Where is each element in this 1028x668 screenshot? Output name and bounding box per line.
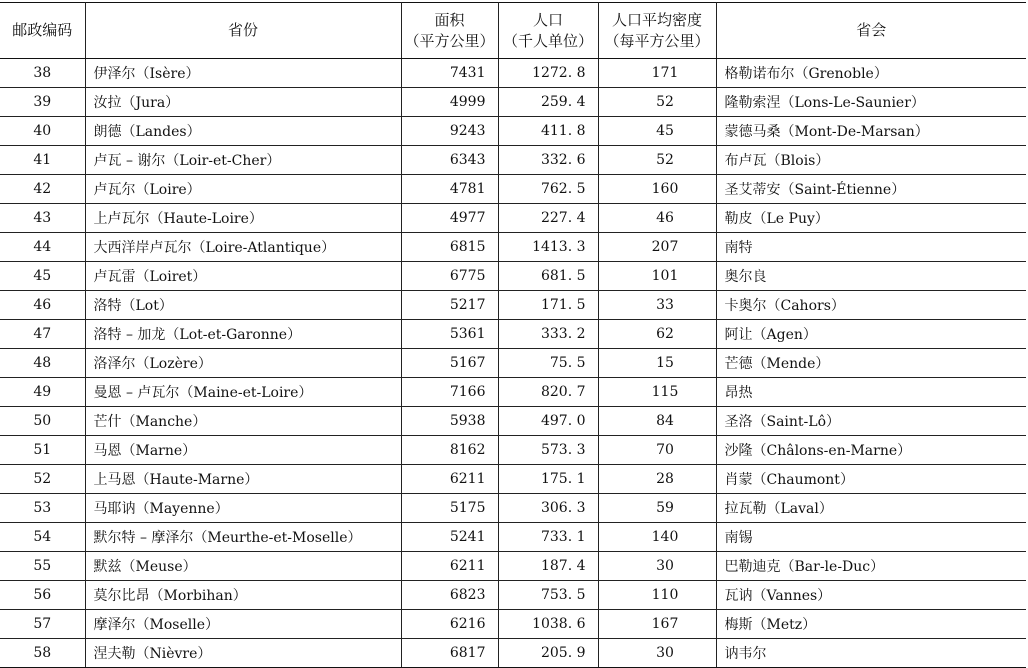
cell-population: 1272. 8 (498, 59, 598, 88)
cell-province: 上卢瓦尔（Haute-Loire） (85, 204, 401, 233)
cell-province: 卢瓦尔（Loire） (85, 175, 401, 204)
cell-capital: 阿让（Agen） (716, 320, 1026, 349)
table-row (0, 436, 1026, 465)
cell-population: 1038. 6 (498, 610, 598, 639)
cell-province: 摩泽尔（Moselle） (85, 610, 401, 639)
cell-code: 57 (0, 610, 85, 639)
cell-capital: 蒙德马桑（Mont-De-Marsan） (716, 117, 1026, 146)
header-capital (716, 3, 1026, 59)
cell-area: 6823 (401, 581, 498, 610)
cell-code: 58 (0, 639, 85, 668)
cell-density: 101 (598, 262, 716, 291)
cell-density: 28 (598, 465, 716, 494)
cell-density: 62 (598, 320, 716, 349)
cell-density: 52 (598, 88, 716, 117)
header-code (0, 3, 85, 59)
cell-density: 46 (598, 204, 716, 233)
cell-province: 卢瓦雷（Loiret） (85, 262, 401, 291)
cell-province: 上马恩（Haute-Marne） (85, 465, 401, 494)
cell-density: 84 (598, 407, 716, 436)
cell-capital: 奥尔良 (716, 262, 1026, 291)
cell-area: 6815 (401, 233, 498, 262)
cell-province: 卢瓦 – 谢尔（Loir-et-Cher） (85, 146, 401, 175)
table-header (0, 3, 1026, 59)
cell-capital: 圣洛（Saint-Lô） (716, 407, 1026, 436)
cell-area: 5241 (401, 523, 498, 552)
table-row (0, 349, 1026, 378)
cell-area: 6216 (401, 610, 498, 639)
cell-province: 曼恩 – 卢瓦尔（Maine-et-Loire） (85, 378, 401, 407)
table-row (0, 494, 1026, 523)
cell-capital: 格勒诺布尔（Grenoble） (716, 59, 1026, 88)
cell-population: 187. 4 (498, 552, 598, 581)
cell-code: 39 (0, 88, 85, 117)
cell-area: 6211 (401, 552, 498, 581)
cell-population: 175. 1 (498, 465, 598, 494)
cell-density: 52 (598, 146, 716, 175)
cell-province: 芒什（Manche） (85, 407, 401, 436)
table-row (0, 59, 1026, 88)
header-density-line1: 人口平均密度 (611, 10, 702, 29)
table-row (0, 465, 1026, 494)
cell-population: 573. 3 (498, 436, 598, 465)
table-row (0, 233, 1026, 262)
cell-population: 1413. 3 (498, 233, 598, 262)
cell-code: 55 (0, 552, 85, 581)
cell-density: 45 (598, 117, 716, 146)
cell-code: 47 (0, 320, 85, 349)
cell-capital: 隆勒索涅（Lons-Le-Saunier） (716, 88, 1026, 117)
cell-code: 50 (0, 407, 85, 436)
cell-province: 默尔特 – 摩泽尔（Meurthe-et-Moselle） (85, 523, 401, 552)
cell-code: 56 (0, 581, 85, 610)
table-row (0, 523, 1026, 552)
cell-density: 15 (598, 349, 716, 378)
cell-population: 753. 5 (498, 581, 598, 610)
cell-code: 42 (0, 175, 85, 204)
cell-capital: 芒德（Mende） (716, 349, 1026, 378)
cell-population: 306. 3 (498, 494, 598, 523)
cell-population: 75. 5 (498, 349, 598, 378)
cell-capital: 梅斯（Metz） (716, 610, 1026, 639)
cell-density: 59 (598, 494, 716, 523)
cell-area: 7431 (401, 59, 498, 88)
cell-density: 33 (598, 291, 716, 320)
header-area-line1: 面积 (434, 10, 465, 29)
cell-code: 45 (0, 262, 85, 291)
cell-area: 8162 (401, 436, 498, 465)
cell-density: 115 (598, 378, 716, 407)
cell-province: 洛特（Lot） (85, 291, 401, 320)
cell-population: 497. 0 (498, 407, 598, 436)
cell-area: 4977 (401, 204, 498, 233)
cell-province: 马恩（Marne） (85, 436, 401, 465)
cell-population: 820. 7 (498, 378, 598, 407)
cell-population: 411. 8 (498, 117, 598, 146)
cell-code: 52 (0, 465, 85, 494)
cell-density: 207 (598, 233, 716, 262)
header-province (85, 3, 401, 59)
cell-area: 6775 (401, 262, 498, 291)
cell-area: 4781 (401, 175, 498, 204)
cell-population: 332. 6 (498, 146, 598, 175)
header-capital-label: 省会 (856, 21, 887, 39)
table-row (0, 552, 1026, 581)
cell-area: 9243 (401, 117, 498, 146)
cell-province: 汝拉（Jura） (85, 88, 401, 117)
table-row (0, 378, 1026, 407)
cell-area: 7166 (401, 378, 498, 407)
cell-density: 70 (598, 436, 716, 465)
table-body (0, 59, 1026, 668)
cell-density: 140 (598, 523, 716, 552)
cell-population: 205. 9 (498, 639, 598, 668)
header-area-line2: （平方公里） (404, 31, 495, 50)
cell-population: 762. 5 (498, 175, 598, 204)
cell-area: 5217 (401, 291, 498, 320)
header-area (401, 3, 498, 59)
header-population (498, 3, 598, 59)
cell-area: 5175 (401, 494, 498, 523)
table-row (0, 88, 1026, 117)
cell-province: 大西洋岸卢瓦尔（Loire-Atlantique） (85, 233, 401, 262)
cell-province: 涅夫勒（Nièvre） (85, 639, 401, 668)
cell-density: 167 (598, 610, 716, 639)
table-row (0, 407, 1026, 436)
cell-capital: 布卢瓦（Blois） (716, 146, 1026, 175)
cell-code: 41 (0, 146, 85, 175)
cell-density: 160 (598, 175, 716, 204)
header-province-label: 省份 (227, 21, 258, 39)
table-row (0, 146, 1026, 175)
cell-capital: 拉瓦勒（Laval） (716, 494, 1026, 523)
cell-code: 51 (0, 436, 85, 465)
cell-province: 洛特 – 加龙（Lot-et-Garonne） (85, 320, 401, 349)
cell-capital: 瓦讷（Vannes） (716, 581, 1026, 610)
header-density (598, 3, 716, 59)
cell-province: 朗德（Landes） (85, 117, 401, 146)
table-row (0, 117, 1026, 146)
cell-code: 53 (0, 494, 85, 523)
cell-density: 30 (598, 552, 716, 581)
cell-capital: 南锡 (716, 523, 1026, 552)
header-code-label: 邮政编码 (12, 21, 73, 39)
cell-population: 171. 5 (498, 291, 598, 320)
table-row (0, 262, 1026, 291)
cell-capital: 南特 (716, 233, 1026, 262)
cell-density: 110 (598, 581, 716, 610)
cell-population: 259. 4 (498, 88, 598, 117)
cell-area: 6211 (401, 465, 498, 494)
header-population-line1: 人口 (532, 10, 563, 29)
cell-province: 洛泽尔（Lozère） (85, 349, 401, 378)
table-row (0, 291, 1026, 320)
cell-capital: 昂热 (716, 378, 1026, 407)
cell-population: 227. 4 (498, 204, 598, 233)
table-row (0, 639, 1026, 668)
cell-density: 171 (598, 59, 716, 88)
cell-capital: 圣艾蒂安（Saint-Étienne） (716, 175, 1026, 204)
cell-population: 681. 5 (498, 262, 598, 291)
cell-province: 马耶讷（Mayenne） (85, 494, 401, 523)
cell-area: 4999 (401, 88, 498, 117)
cell-capital: 讷韦尔 (716, 639, 1026, 668)
table-row (0, 581, 1026, 610)
cell-capital: 肖蒙（Chaumont） (716, 465, 1026, 494)
cell-density: 30 (598, 639, 716, 668)
header-row (0, 3, 1026, 59)
cell-code: 44 (0, 233, 85, 262)
cell-code: 49 (0, 378, 85, 407)
cell-area: 5361 (401, 320, 498, 349)
table-row (0, 204, 1026, 233)
cell-capital: 沙隆（Châlons-en-Marne） (716, 436, 1026, 465)
cell-code: 48 (0, 349, 85, 378)
cell-population: 333. 2 (498, 320, 598, 349)
cell-area: 6343 (401, 146, 498, 175)
cell-code: 54 (0, 523, 85, 552)
header-density-line2: （每平方公里） (604, 31, 710, 50)
cell-province: 默兹（Meuse） (85, 552, 401, 581)
cell-code: 46 (0, 291, 85, 320)
province-table (0, 2, 1026, 668)
table-row (0, 320, 1026, 349)
cell-code: 40 (0, 117, 85, 146)
cell-code: 43 (0, 204, 85, 233)
cell-area: 5167 (401, 349, 498, 378)
cell-population: 733. 1 (498, 523, 598, 552)
table-row (0, 175, 1026, 204)
cell-area: 6817 (401, 639, 498, 668)
cell-capital: 卡奥尔（Cahors） (716, 291, 1026, 320)
header-population-line2: （千人单位） (502, 31, 593, 50)
cell-province: 伊泽尔（Isère） (85, 59, 401, 88)
cell-capital: 勒皮（Le Puy） (716, 204, 1026, 233)
cell-area: 5938 (401, 407, 498, 436)
cell-province: 莫尔比昂（Morbihan） (85, 581, 401, 610)
table-row (0, 610, 1026, 639)
cell-code: 38 (0, 59, 85, 88)
cell-capital: 巴勒迪克（Bar-le-Duc） (716, 552, 1026, 581)
